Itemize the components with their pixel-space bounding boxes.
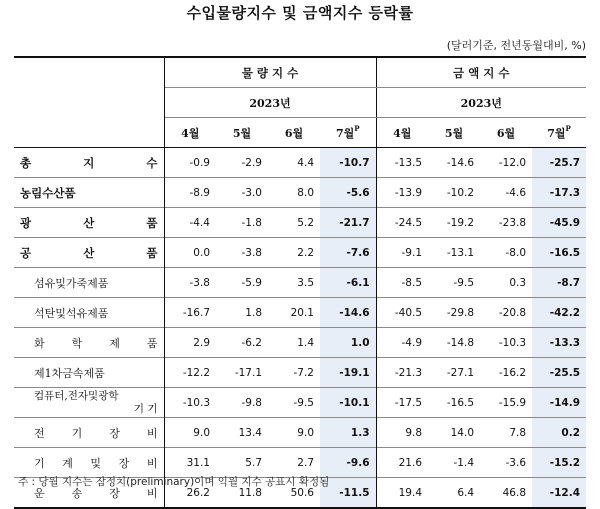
value-year-header: 2023년 — [376, 88, 586, 118]
table-row — [14, 388, 586, 418]
value-cell: -16.5 — [428, 388, 480, 418]
preliminary-mark: P — [565, 123, 571, 133]
volume-cell: -3.8 — [164, 268, 216, 298]
table-row — [14, 208, 586, 238]
volume-cell: -19.1 — [320, 358, 376, 388]
volume-month-header: 7월$^P$ — [320, 118, 376, 148]
value-cell: -1.4 — [428, 448, 480, 478]
value-cell: -10.3 — [480, 328, 532, 358]
value-cell: -10.2 — [428, 178, 480, 208]
row-label: 농림수산품 — [14, 178, 164, 208]
value-cell: -13.3 — [532, 328, 586, 358]
value-cell: -14.9 — [532, 388, 586, 418]
volume-cell: -5.6 — [320, 178, 376, 208]
value-cell: -15.2 — [532, 448, 586, 478]
table-row — [14, 268, 586, 298]
value-cell: -16.2 — [480, 358, 532, 388]
value-cell: -13.5 — [394, 156, 423, 169]
row-label: 총 지 수 — [14, 148, 164, 178]
value-cell: 46.8 — [480, 478, 532, 509]
volume-cell: -10.1 — [320, 388, 376, 418]
value-cell: 0.2 — [532, 418, 586, 448]
volume-cell: 9.0 — [164, 418, 216, 448]
value-cell: -9.1 — [376, 238, 428, 268]
value-cell: -3.6 — [480, 448, 532, 478]
volume-cell: -1.8 — [216, 208, 268, 238]
volume-cell: -5.9 — [216, 268, 268, 298]
value-cell: 7.8 — [480, 418, 532, 448]
value-cell: -12.0 — [498, 156, 527, 169]
row-label: 광 산 품 — [14, 208, 164, 238]
volume-cell: 1.0 — [320, 328, 376, 358]
value-cell: -8.5 — [376, 268, 428, 298]
volume-cell: -3.8 — [216, 238, 268, 268]
row-label: 화 학 제 품 — [14, 328, 164, 358]
value-cell: -8.7 — [532, 268, 586, 298]
row-header-cell — [14, 57, 164, 148]
table-row — [14, 148, 586, 178]
volume-cell: -9.5 — [268, 388, 320, 418]
value-cell: -12.4 — [532, 478, 586, 509]
row-label: 석탄및석유제품 — [14, 298, 164, 328]
table-row — [14, 178, 586, 208]
index-table — [14, 56, 586, 509]
table-row — [14, 358, 586, 388]
row-label: 컴퓨터,전자및광학 기 기 — [14, 388, 164, 418]
volume-cell: 1.3 — [320, 418, 376, 448]
volume-cell: 2.7 — [268, 448, 320, 478]
volume-cell: 9.0 — [268, 418, 320, 448]
value-cell: -25.7 — [532, 148, 586, 178]
row-label: 전 기 장 비 — [14, 418, 164, 448]
volume-month-header: 5월 — [216, 118, 268, 148]
volume-year-header: 2023년 — [164, 88, 376, 118]
volume-cell: 50.6 — [268, 478, 320, 509]
volume-cell: -17.1 — [216, 358, 268, 388]
volume-cell: 1.8 — [216, 298, 268, 328]
volume-cell: -9.6 — [320, 448, 376, 478]
value-cell: 21.6 — [376, 448, 428, 478]
volume-cell: -10.7 — [320, 148, 376, 178]
volume-cell: -12.2 — [164, 358, 216, 388]
preliminary-mark: P — [354, 123, 360, 133]
value-cell: -29.8 — [428, 298, 480, 328]
value-cell: -42.2 — [532, 298, 586, 328]
value-cell: -19.2 — [428, 208, 480, 238]
volume-cell: 11.8 — [216, 478, 268, 509]
value-cell: -40.5 — [376, 298, 428, 328]
volume-cell: -2.9 — [241, 156, 262, 169]
volume-cell: -14.6 — [320, 298, 376, 328]
value-cell: 19.4 — [376, 478, 428, 509]
value-cell: -23.8 — [480, 208, 532, 238]
volume-cell: -8.9 — [164, 178, 216, 208]
volume-cell: 4.4 — [297, 156, 314, 169]
value-cell: -4.6 — [480, 178, 532, 208]
volume-cell: 13.4 — [216, 418, 268, 448]
volume-cell: -7.6 — [320, 238, 376, 268]
volume-cell: 26.2 — [164, 478, 216, 509]
value-cell: -21.3 — [376, 358, 428, 388]
volume-cell: -21.7 — [320, 208, 376, 238]
row-label: 섬유및가죽제품 — [14, 268, 164, 298]
volume-group-header: 물 량 지 수 — [164, 57, 376, 88]
volume-cell: 1.4 — [268, 328, 320, 358]
volume-cell: 0.0 — [164, 238, 216, 268]
value-month-header: 5월 — [428, 118, 480, 148]
row-label: 기 계 및 장 비 — [14, 448, 164, 478]
value-cell: -9.5 — [428, 268, 480, 298]
volume-cell: -7.2 — [268, 358, 320, 388]
value-month-header: 7월$^P$ — [532, 118, 586, 148]
volume-month-header: 4월 — [164, 118, 216, 148]
value-cell: -13.1 — [428, 238, 480, 268]
value-month-header: 6월 — [480, 118, 532, 148]
value-cell: -13.9 — [376, 178, 428, 208]
value-cell: -27.1 — [428, 358, 480, 388]
volume-cell: 31.1 — [164, 448, 216, 478]
value-cell: -20.8 — [480, 298, 532, 328]
value-cell: -17.5 — [376, 388, 428, 418]
volume-cell: 2.2 — [268, 238, 320, 268]
volume-cell: -6.1 — [320, 268, 376, 298]
table-row — [14, 418, 586, 448]
volume-cell: -6.2 — [216, 328, 268, 358]
value-cell: -14.6 — [446, 156, 475, 169]
volume-cell: 5.2 — [268, 208, 320, 238]
volume-cell: -4.4 — [164, 208, 216, 238]
row-label: 제1차금속제품 — [14, 358, 164, 388]
value-cell: 14.0 — [428, 418, 480, 448]
volume-cell: -0.9 — [189, 156, 210, 169]
row-label: 운 송 장 비 — [14, 478, 164, 509]
row-label: 공 산 품 — [14, 238, 164, 268]
volume-cell: 8.0 — [268, 178, 320, 208]
table-row — [14, 238, 586, 268]
footnote: 주 : 당월 지수는 잠정치(preliminary)이며 익월 지수 공표시 확정됨 — [18, 476, 330, 488]
volume-cell: 3.5 — [268, 268, 320, 298]
value-group-header: 금 액 지 수 — [376, 57, 586, 88]
value-cell: 0.3 — [480, 268, 532, 298]
value-cell: -17.3 — [532, 178, 586, 208]
volume-cell: -10.3 — [164, 388, 216, 418]
volume-month-header: 6월 — [268, 118, 320, 148]
volume-cell: -9.8 — [216, 388, 268, 418]
value-cell: -14.8 — [428, 328, 480, 358]
value-cell: -8.0 — [480, 238, 532, 268]
value-cell: -15.9 — [480, 388, 532, 418]
table-title: 수입물량지수 및 금액지수 등락률 — [186, 4, 414, 22]
value-cell: -4.9 — [376, 328, 428, 358]
value-cell: -45.9 — [532, 208, 586, 238]
value-cell: 9.8 — [376, 418, 428, 448]
volume-cell: 20.1 — [268, 298, 320, 328]
value-cell: 6.4 — [428, 478, 480, 509]
unit-note: (달러기준, 전년동월대비, %) — [446, 39, 586, 52]
volume-cell: 5.7 — [216, 448, 268, 478]
volume-cell: -16.7 — [164, 298, 216, 328]
table-row — [14, 448, 586, 478]
table-row — [14, 298, 586, 328]
volume-cell: -11.5 — [320, 478, 376, 509]
value-cell: -16.5 — [532, 238, 586, 268]
value-cell: -25.5 — [532, 358, 586, 388]
table-row — [14, 328, 586, 358]
volume-cell: -3.0 — [216, 178, 268, 208]
volume-cell: 2.9 — [164, 328, 216, 358]
value-month-header: 4월 — [376, 118, 428, 148]
value-cell: -24.5 — [376, 208, 428, 238]
